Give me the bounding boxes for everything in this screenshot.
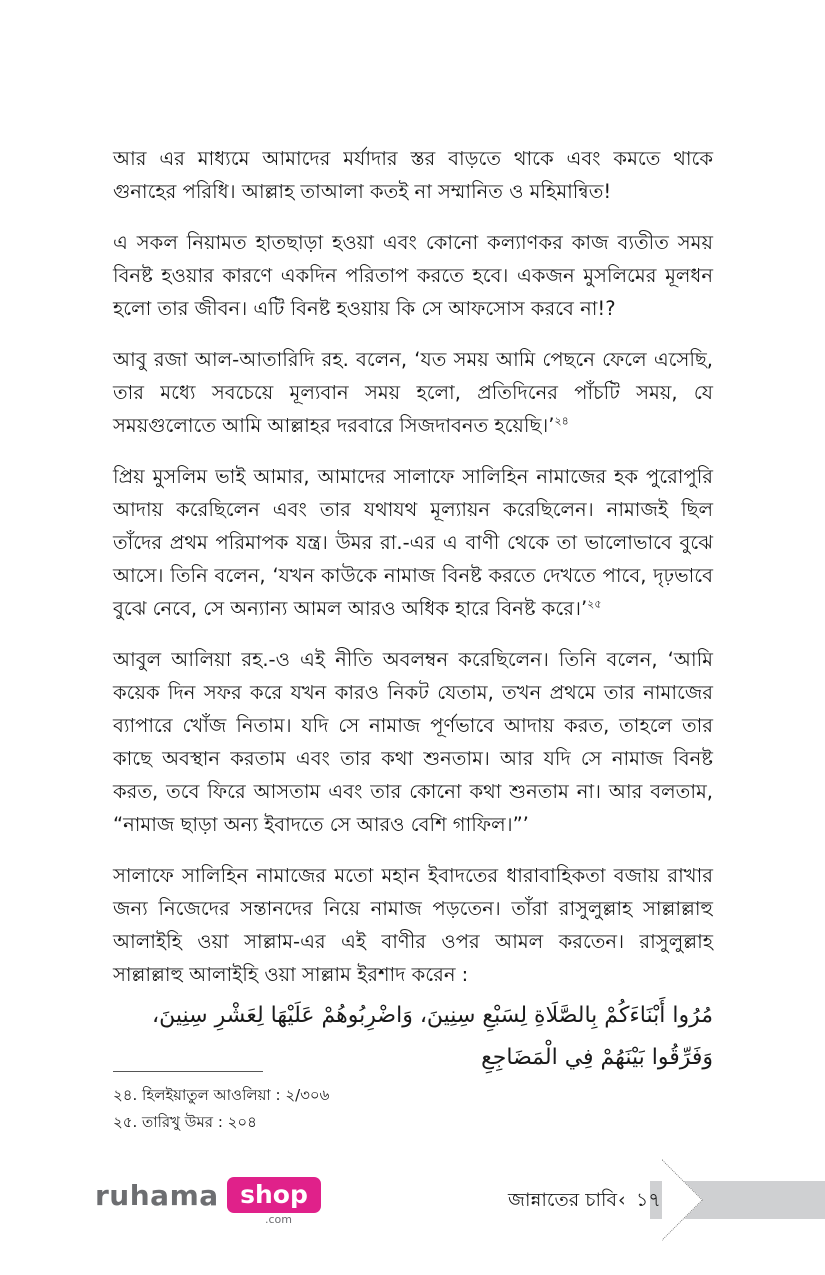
page-number: ১৭ [636,1189,661,1211]
running-title: জান্নাতের চাবি [508,1189,618,1211]
arabic-line-1: مُرُوا أَبْنَاءَكُمْ بِالصَّلَاةِ لِسَبْعِ سِنِينَ، وَاضْرِبُوهُمْ عَلَيْهَا لِعَشْرِ سِنِينَ، [152,1003,713,1028]
footnote-divider [113,1071,263,1072]
footnotes [113,1082,329,1136]
paragraph-6: সালাফে সালিহিন নামাজের মতো মহান ইবাদতের ধারাবাহিকতা বজায় রাখার জন্য নিজেদের সন্তানদের নিয়ে নামাজ পড়তেন। তাঁরা রাসুলুল্লাহ সাল্লাল্লাহু আলাইহি ওয়া সাল্লাম-এর এই বাণীর ওপর আমল করতেন। রাসুলুল্লাহ সাল্লাল্লাহু আলাইহি ওয়া সাল্লাম ইরশাদ করেন : [113,864,713,986]
footnote-25: ২৫. তারিখু উমর : ২০৪ [113,1113,257,1131]
logo-domain: .com [265,1213,292,1226]
paragraph-1: আর এর মাধ্যমে আমাদের মর্যাদার স্তর বাড়তে থাকে এবং কমতে থাকে গুনাহের পরিধি। আল্লাহ তাআলা কতই না সম্মানিত ও মহিমান্বিত! [113,147,713,203]
logo-shop-badge: shop [227,1177,321,1213]
footnote-ref-25[interactable]: ২৫ [587,597,602,611]
paragraph-3-text: আবু রজা আল-আতারিদি রহ. বলেন, ‘যত সময় আমি পেছনে ফেলে এসেছি, তার মধ্যে সবচেয়ে মূল্যবান সময় হলো, প্রতিদিনের পাঁচটি সময়, যে সময়গুলোতে আমি আল্লাহর দরবারে সিজদাবনত হয়েছি।’ [113,348,713,437]
paragraph-4-text: প্রিয় মুসলিম ভাই আমার, আমাদের সালাফে সালিহিন নামাজের হক পুরোপুরি আদায় করেছিলেন এবং তার যথাযথ মূল্যায়ন করেছিলেন। নামাজই ছিল তাঁদের প্রথম পরিমাপক যন্ত্র। উমর রা.-এর এ বাণী থেকে তা ভালোভাবে বুঝে আসে। তিনি বলেন, ‘যখন কাউকে নামাজ বিনষ্ট করতে দেখতে পাবে, দৃঢ়ভাবে বুঝে নেবে, সে অন্যান্য আমল আরও অধিক হারে বিনষ্ট করে।’ [113,465,713,620]
footnote-24: ২৪. হিলইয়াতুল আওলিয়া : ২/৩০৬ [113,1086,330,1104]
paragraph-5: আবুল আলিয়া রহ.-ও এই নীতি অবলম্বন করেছিলেন। তিনি বলেন, ‘আমি কয়েক দিন সফর করে যখন কারও নিকট যেতাম, তখন প্রথমে তার নামাজের ব্যাপারে খোঁজ নিতাম। যদি সে নামাজ পূর্ণভাবে আদায় করত, তাহলে তার কাছে অবস্থান করতাম এবং তার কথা শুনতাম। আর যদি সে নামাজ বিনষ্ট করত, তবে ফিরে আসতাম এবং তার কোনো কথা শুনতাম না। আর বলতাম, “নামাজ ছাড়া অন্য ইবাদতে সে আরও বেশি গাফিল।”’ [113,648,713,836]
main-text [113,142,713,1079]
logo-wordmark: ruhama [95,1179,219,1212]
chevron-left-icon: ‹ [618,1189,626,1211]
footnote-ref-24[interactable]: ২৪ [554,414,569,428]
page-number-diamond [621,1159,703,1241]
paragraph-2: এ সকল নিয়ামত হাতছাড়া হওয়া এবং কোনো কল্যাণকর কাজ ব্যতীত সময় বিনষ্ট হওয়ার কারণে একদিন পরিতাপ করতে হবে। একজন মুসলিমের মূলধন হলো তার জীবন। এটি বিনষ্ট হওয়ায় কি সে আফসোস করবে না!? [113,231,713,320]
arabic-hadith [113,995,713,1079]
arabic-line-2: وَفَرِّقُوا بَيْنَهُمْ فِي الْمَضَاجِعِ [481,1045,713,1070]
paragraph-3 [113,343,713,442]
paragraph-4 [113,460,713,625]
